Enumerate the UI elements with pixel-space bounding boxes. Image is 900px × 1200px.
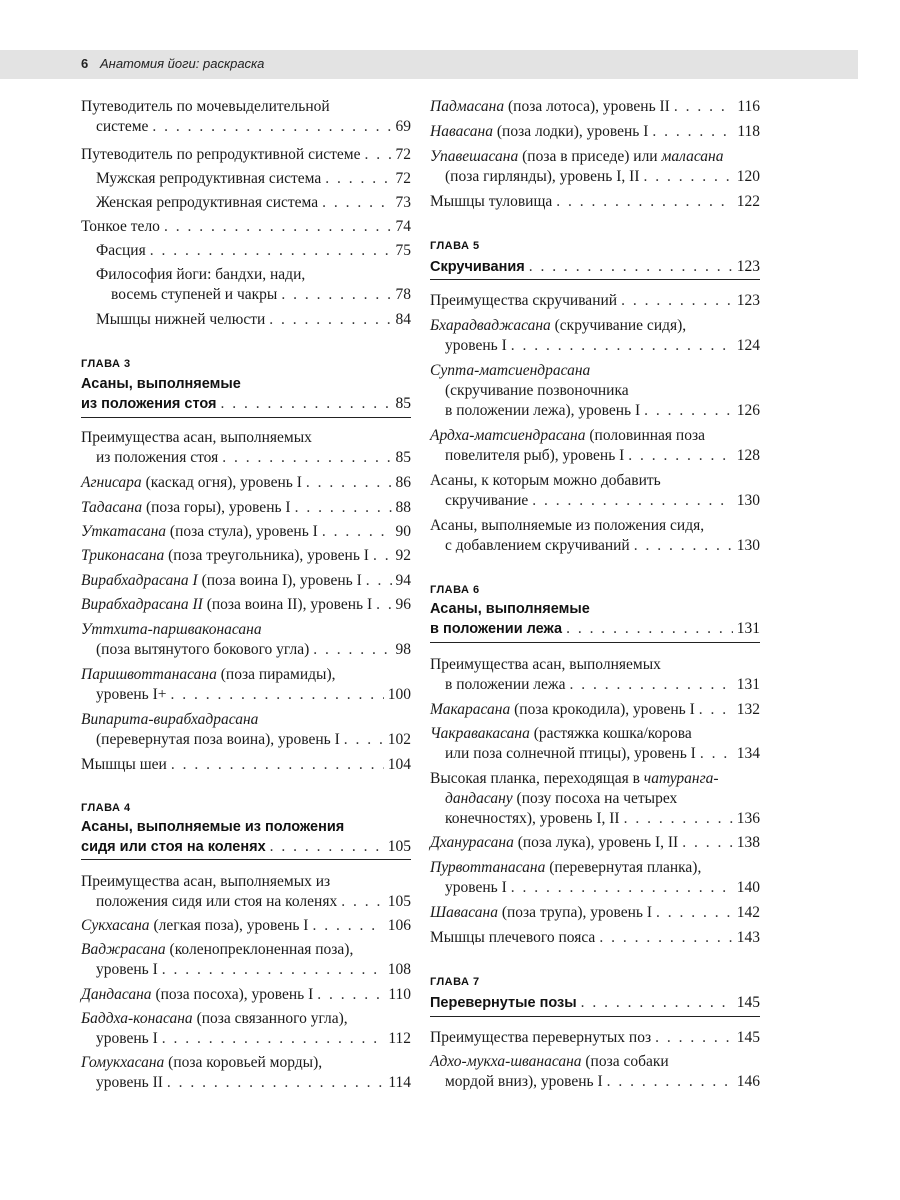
toc-entry[interactable]: Випарита-вирабхадрасана (перевернутая поза воина), уровень I . . . 102 (81, 710, 411, 750)
chapter-divider (81, 417, 411, 418)
toc-entry[interactable]: Адхо-мукха-шванасана (поза собаки мордой вниз), уровень I . . . 146 (430, 1052, 760, 1092)
toc-entry[interactable]: Упавешасана (поза в приседе) или маласана (поза гирлянды), уровень I, II . . . 120 (430, 147, 760, 187)
chapter-divider (81, 859, 411, 860)
toc-entry[interactable]: Преимущества асан, выполняемых в положении лежа . . . 131 (430, 655, 760, 695)
toc-entry[interactable]: Сукхасана (легкая поза), уровень I . . . 106 (81, 916, 411, 936)
toc-entry[interactable]: Фасция . . . 75 (81, 241, 411, 261)
toc-entry[interactable]: Супта-матсиендрасана (скручивание позвоночника в положении лежа), уровень I . . . 126 (430, 361, 760, 421)
chapter-title[interactable]: Асаны, выполняемые из положения стоя . . . 85 (81, 375, 411, 414)
toc-entry[interactable]: Высокая планка, переходящая в чатуранга- дандасану (позу посоха на четырех конечностях), уровень I, II . . . 136 (430, 769, 760, 829)
toc-entry[interactable]: Уттхита-паршваконасана (поза вытянутого бокового угла) . . . 98 (81, 620, 411, 660)
toc-entry[interactable]: Макарасана (поза крокодила), уровень I . . . 132 (430, 700, 760, 720)
chapter-divider (430, 1016, 760, 1017)
toc-entry[interactable]: Мышцы туловища . . . 122 (430, 192, 760, 212)
toc-entry[interactable]: Паришвоттанасана (поза пирамиды), уровень I+ . . . 100 (81, 665, 411, 705)
book-title: Анатомия йоги: раскраска (100, 56, 265, 71)
toc-entry[interactable]: Агнисара (каскад огня), уровень I . . . 86 (81, 473, 411, 493)
chapter-label: ГЛАВА 7 (430, 976, 480, 988)
toc-entry[interactable]: Асаны, к которым можно добавить скручивание . . . 130 (430, 471, 760, 511)
toc-entry[interactable]: Чакравакасана (растяжка кошка/корова или поза солнечной птицы), уровень I . . . 134 (430, 724, 760, 764)
toc-entry[interactable]: Пурвоттанасана (перевернутая планка), уровень I . . . 140 (430, 858, 760, 898)
toc-entry[interactable]: Уткатасана (поза стула), уровень I . . . 90 (81, 522, 411, 542)
chapter-title[interactable]: Перевернутые позы . . . 145 (430, 993, 760, 1013)
toc-entry[interactable]: Мышцы шеи . . . 104 (81, 755, 411, 775)
chapter-divider (430, 279, 760, 280)
toc-entry[interactable]: Шавасана (поза трупа), уровень I . . . 142 (430, 903, 760, 923)
toc-entry[interactable]: Путеводитель по репродуктивной системе . . . 72 (81, 145, 411, 165)
toc-entry[interactable]: Падмасана (поза лотоса), уровень II . . . 116 (430, 97, 760, 117)
toc-entry[interactable]: Философия йоги: бандхи, нади, восемь ступеней и чакры . . . 78 (81, 265, 411, 305)
toc-entry[interactable]: Мужская репродуктивная система . . . 72 (81, 169, 411, 189)
toc-entry[interactable]: Преимущества скручиваний . . . 123 (430, 291, 760, 311)
toc-entry[interactable]: Тадасана (поза горы), уровень I . . . 88 (81, 498, 411, 518)
toc-entry[interactable]: Тонкое тело . . . 74 (81, 217, 411, 237)
chapter-divider (430, 642, 760, 643)
toc-entry[interactable]: Триконасана (поза треугольника), уровень I . . . 92 (81, 546, 411, 566)
toc-entry[interactable]: Вирабхадрасана I (поза воина I), уровень I . . . 94 (81, 571, 411, 591)
toc-entry[interactable]: Гомукхасана (поза коровьей морды), уровень II . . . 114 (81, 1053, 411, 1093)
toc-entry[interactable]: Путеводитель по мочевыделительной системе . . . 69 (81, 97, 411, 137)
chapter-title[interactable]: Скручивания . . . 123 (430, 257, 760, 277)
toc-entry[interactable]: Преимущества перевернутых поз . . . 145 (430, 1028, 760, 1048)
chapter-title[interactable]: Асаны, выполняемые в положении лежа . . . 131 (430, 600, 760, 639)
toc-entry[interactable]: Преимущества асан, выполняемых из положения сидя или стоя на коленях . . . 105 (81, 872, 411, 912)
toc-entry[interactable]: Ваджрасана (коленопреклоненная поза), уровень I . . . 108 (81, 940, 411, 980)
chapter-title[interactable]: Асаны, выполняемые из положения сидя или стоя на коленях . . . 105 (81, 818, 411, 857)
toc-entry[interactable]: Мышцы нижней челюсти . . . 84 (81, 310, 411, 330)
toc-entry[interactable]: Преимущества асан, выполняемых из положения стоя . . . 85 (81, 428, 411, 468)
chapter-label: ГЛАВА 4 (81, 802, 131, 814)
chapter-label: ГЛАВА 5 (430, 240, 480, 252)
page-header (0, 50, 858, 79)
toc-entry[interactable]: Баддха-конасана (поза связанного угла), уровень I . . . 112 (81, 1009, 411, 1049)
chapter-label: ГЛАВА 6 (430, 584, 480, 596)
toc-entry[interactable]: Ардха-матсиендрасана (половинная поза повелителя рыб), уровень I . . . 128 (430, 426, 760, 466)
toc-entry[interactable]: Вирабхадрасана II (поза воина II), уровень I . . . 96 (81, 595, 411, 615)
chapter-label: ГЛАВА 3 (81, 358, 131, 370)
toc-entry[interactable]: Асаны, выполняемые из положения сидя, с добавлением скручиваний . . . 130 (430, 516, 760, 556)
toc-entry[interactable]: Мышцы плечевого пояса . . . 143 (430, 928, 760, 948)
toc-entry[interactable]: Навасана (поза лодки), уровень I . . . 118 (430, 122, 760, 142)
toc-entry[interactable]: Дандасана (поза посоха), уровень I . . . 110 (81, 985, 411, 1005)
toc-entry[interactable]: Дханурасана (поза лука), уровень I, II . . . 138 (430, 833, 760, 853)
toc-entry[interactable]: Бхарадваджасана (скручивание сидя), уровень I . . . 124 (430, 316, 760, 356)
toc-entry[interactable]: Женская репродуктивная система . . . 73 (81, 193, 411, 213)
page-number: 6 (81, 56, 89, 71)
